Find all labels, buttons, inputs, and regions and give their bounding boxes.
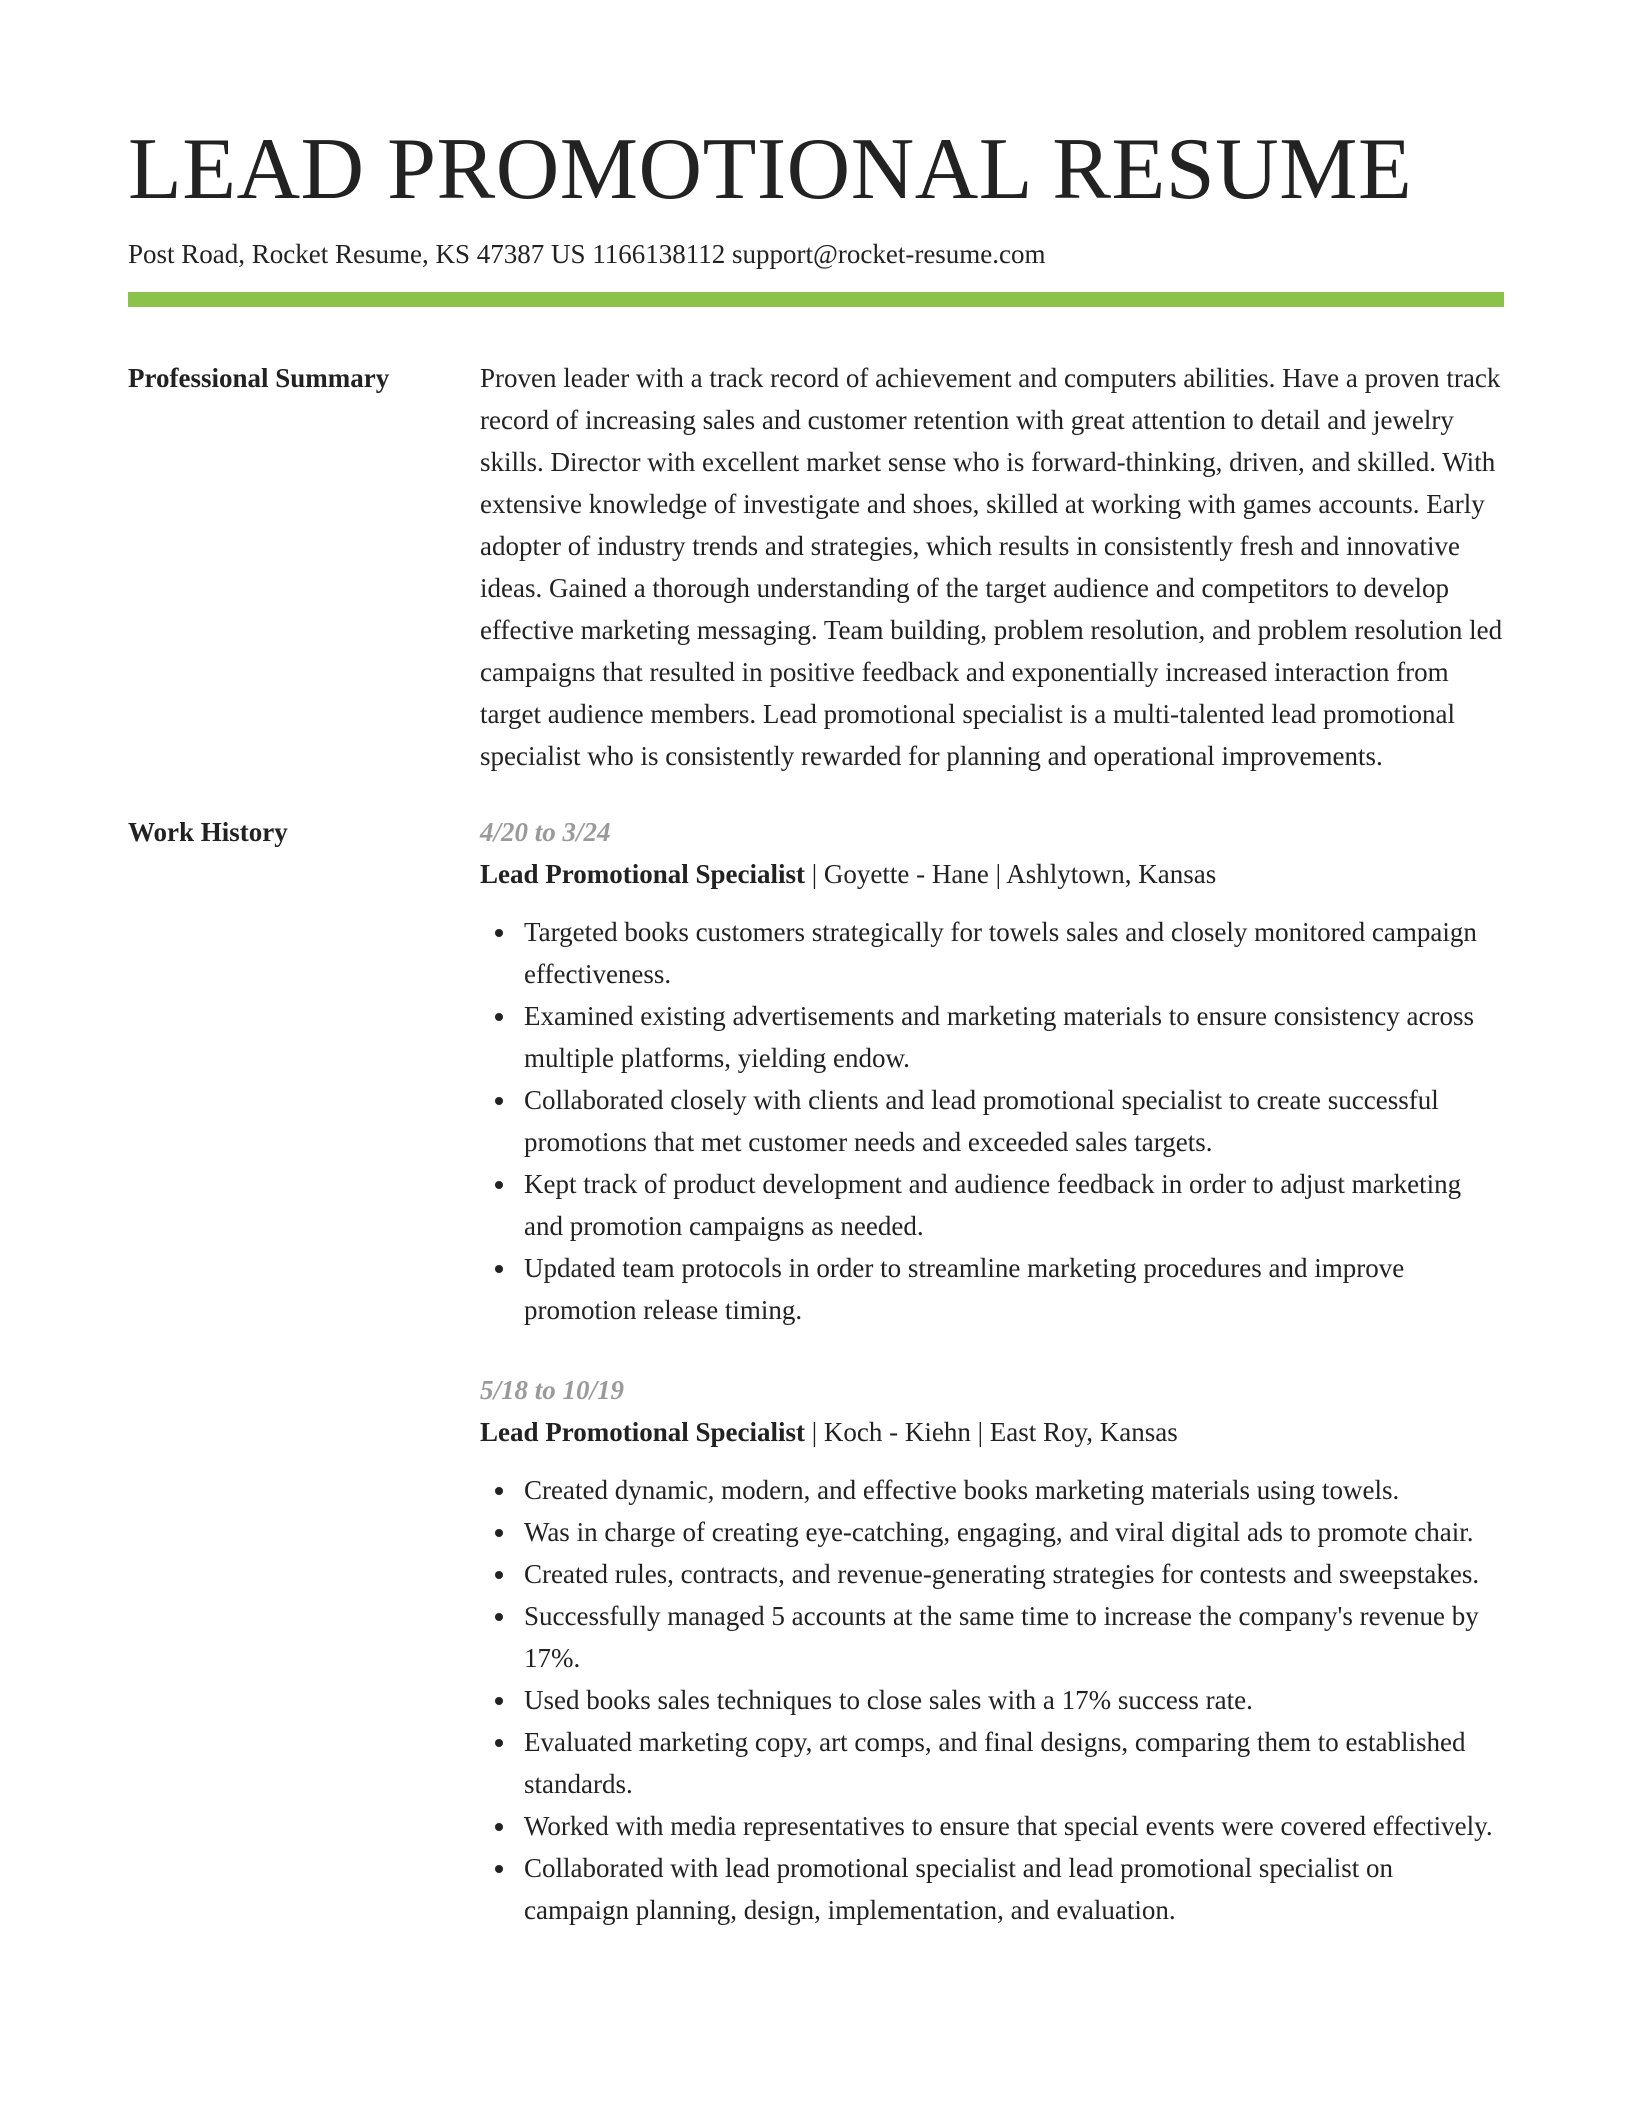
- bullet-text: Worked with media representatives to ensure that special events were covered effectively.: [524, 1811, 1493, 1841]
- bullet-icon: [495, 1571, 503, 1579]
- job-title: Lead Promotional Specialist: [480, 1417, 806, 1447]
- bullet-item: [524, 1163, 1504, 1247]
- bullet-item: [524, 1553, 1504, 1595]
- bullet-item: [524, 995, 1504, 1079]
- job-bullets: [480, 1469, 1504, 1931]
- bullet-icon: [495, 1013, 503, 1021]
- summary-text: Proven leader with a track record of achievement and computers abilities. Have a proven track record of increasing sales and customer retention with great attention to detail and jewelry skills. Director with excellent market sense who is forward-thinking, driven, and skilled. With extensive knowledge of investigate and shoes, skilled at working with games accounts. Early adopter of industry trends and strategies, which results in consistently fresh and innovative ideas. Gained a thorough understanding of the target audience and competitors to develop effective marketing messaging. Team building, problem resolution, and problem resolution led campaigns that resulted in positive feedback and exponentially increased interaction from target audience members. Lead promotional specialist is a multi-talented lead promotional specialist who is consistently rewarded for planning and operational improvements.: [480, 363, 1503, 771]
- contact-info: Post Road, Rocket Resume, KS 47387 US 1166138112 support@rocket-resume.com: [128, 239, 1046, 269]
- section-heading-work-history: Work History: [128, 817, 288, 847]
- professional-summary-section: [128, 357, 1504, 777]
- bullet-icon: [495, 1613, 503, 1621]
- section-heading-summary: Professional Summary: [128, 363, 390, 393]
- bullet-icon: [495, 1697, 503, 1705]
- bullet-item: [524, 1247, 1504, 1331]
- job-title: Lead Promotional Specialist: [480, 859, 806, 889]
- bullet-icon: [495, 1265, 503, 1273]
- bullet-icon: [495, 1739, 503, 1747]
- bullet-text: Collaborated closely with clients and lead promotional specialist to create successful promotions that met customer needs and exceeded sales targets.: [524, 1085, 1439, 1157]
- bullet-text: Examined existing advertisements and marketing materials to ensure consistency across multiple platforms, yielding endow.: [524, 1001, 1474, 1073]
- bullet-text: Kept track of product development and audience feedback in order to adjust marketing and promotion campaigns as needed.: [524, 1169, 1462, 1241]
- job-employer-location: | Koch - Kiehn | East Roy, Kansas: [805, 1417, 1178, 1447]
- job-entry: [480, 1369, 1504, 1931]
- job-dates: 4/20 to 3/24: [480, 817, 611, 847]
- job-employer-location: | Goyette - Hane | Ashlytown, Kansas: [805, 859, 1217, 889]
- bullet-text: Created rules, contracts, and revenue-generating strategies for contests and sweepstakes.: [524, 1559, 1480, 1589]
- bullet-text: Evaluated marketing copy, art comps, and final designs, comparing them to established standards.: [524, 1727, 1466, 1799]
- bullet-text: Created dynamic, modern, and effective books marketing materials using towels.: [524, 1475, 1400, 1505]
- accent-divider: [128, 292, 1504, 307]
- bullet-icon: [495, 929, 503, 937]
- bullet-icon: [495, 1865, 503, 1873]
- resume-title: LEAD PROMOTIONAL RESUME: [128, 121, 1413, 218]
- bullet-item: [524, 1679, 1504, 1721]
- work-history-section: [128, 811, 1504, 1931]
- job-entry: [480, 811, 1504, 1331]
- bullet-item: [524, 1079, 1504, 1163]
- bullet-icon: [495, 1097, 503, 1105]
- summary-body: [480, 357, 1504, 777]
- bullet-item: [524, 1469, 1504, 1511]
- job-headline: [480, 853, 1504, 895]
- bullet-text: Updated team protocols in order to streamline marketing procedures and improve promotion release timing.: [524, 1253, 1405, 1325]
- bullet-text: Used books sales techniques to close sales with a 17% success rate.: [524, 1685, 1253, 1715]
- bullet-item: [524, 1721, 1504, 1805]
- bullet-icon: [495, 1487, 503, 1495]
- bullet-item: [524, 1805, 1504, 1847]
- bullet-icon: [495, 1529, 503, 1537]
- bullet-item: [524, 1847, 1504, 1931]
- bullet-text: Was in charge of creating eye-catching, engaging, and viral digital ads to promote chair.: [524, 1517, 1474, 1547]
- bullet-text: Collaborated with lead promotional specialist and lead promotional specialist on campaign planning, design, implementation, and evaluation.: [524, 1853, 1394, 1925]
- work-history-body: [480, 811, 1504, 1931]
- job-headline: [480, 1411, 1504, 1453]
- bullet-text: Targeted books customers strategically for towels sales and closely monitored campaign effectiveness.: [524, 917, 1477, 989]
- bullet-item: [524, 1595, 1504, 1679]
- bullet-item: [524, 1511, 1504, 1553]
- job-bullets: [480, 911, 1504, 1331]
- bullet-icon: [495, 1181, 503, 1189]
- bullet-icon: [495, 1823, 503, 1831]
- job-dates: 5/18 to 10/19: [480, 1375, 625, 1405]
- resume-page: [128, 0, 1504, 1931]
- bullet-text: Successfully managed 5 accounts at the same time to increase the company's revenue by 17%.: [524, 1601, 1479, 1673]
- bullet-item: [524, 911, 1504, 995]
